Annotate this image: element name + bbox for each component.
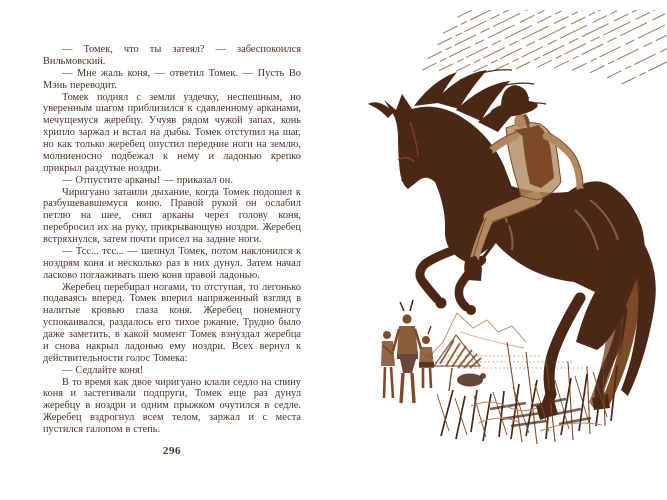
page-text xyxy=(43,44,301,436)
paragraph: — Седлайте коня! xyxy=(62,364,144,376)
right-page xyxy=(340,10,667,455)
paragraph: — Тсс... тсс... — шепнул Томек, потом наклонился к ноздрям коня и несколько раз в них дунул. Затем начал ласково поглаживать шею коня правой ладонью. xyxy=(43,245,301,281)
paragraph: — Отпустите арканы! — приказал он. xyxy=(62,174,233,186)
chiriguano-figures xyxy=(381,300,434,403)
left-page xyxy=(43,44,301,457)
figure-right xyxy=(419,326,434,388)
paragraph: Томек поднял с земли уздечку, неспешным, но уверенным шагом приблизился к сдавленному арканами, мечущемуся жеребцу. Учуяв рядом чужой запах, конь хрипло заржал и встал на дыбы. Томек отступил на шаг, но как только жеребец опустил передние ноги на землю, молниеносно подбежал к нему и ладонью крепко прикрыл раздутые ноздри. xyxy=(43,91,301,174)
paragraph: Жеребец перебирал ногами, то отступая, то легонько подаваясь вперед. Томек вперил напряженный взгляд в налитые кровью глаза коня. Жеребец понемногу успокаивался, раздалось его тихое ржание. Трудно было даже заметить, в какой момент Томек взнуздал жеребца и снова накрыл ладонью ему ноздри. Всех вернул к действительности голос Томека: xyxy=(43,281,301,364)
resting-animal xyxy=(457,373,486,387)
page-number: 296 xyxy=(162,444,182,457)
figure-left xyxy=(381,331,395,398)
raised-fist xyxy=(576,188,585,197)
paragraph: — Мне жаль коня, — ответил Томек. — Пусть Во Мэнь переводит. xyxy=(43,67,301,91)
book-illustration xyxy=(340,10,667,455)
figure-center xyxy=(393,300,421,403)
paragraph: — Томек, что ты затеял? — забеспокоился Вильмовский. xyxy=(43,44,301,67)
paragraph: В то время как двое чиригуано клали седло на спину коня и застегивали подпруги, Томек еще раз дунул жеребцу в ноздри и одним прыжком очутился в седле. Жеребец вздрогнул всем телом, заржал и с места пустился галопом в степь. xyxy=(43,376,301,435)
grass xyxy=(437,342,617,444)
paragraph: Чиригуано затаили дыхание, когда Томек подошел к разбушевавшемуся коню. Правой рукой он ослабил петлю на шее, снял арканы через голову коня, перебросил их на руку, прикрывающую ноздри. Жеребец встряхнулся, затем почти присел на задние ноги. xyxy=(43,186,301,245)
